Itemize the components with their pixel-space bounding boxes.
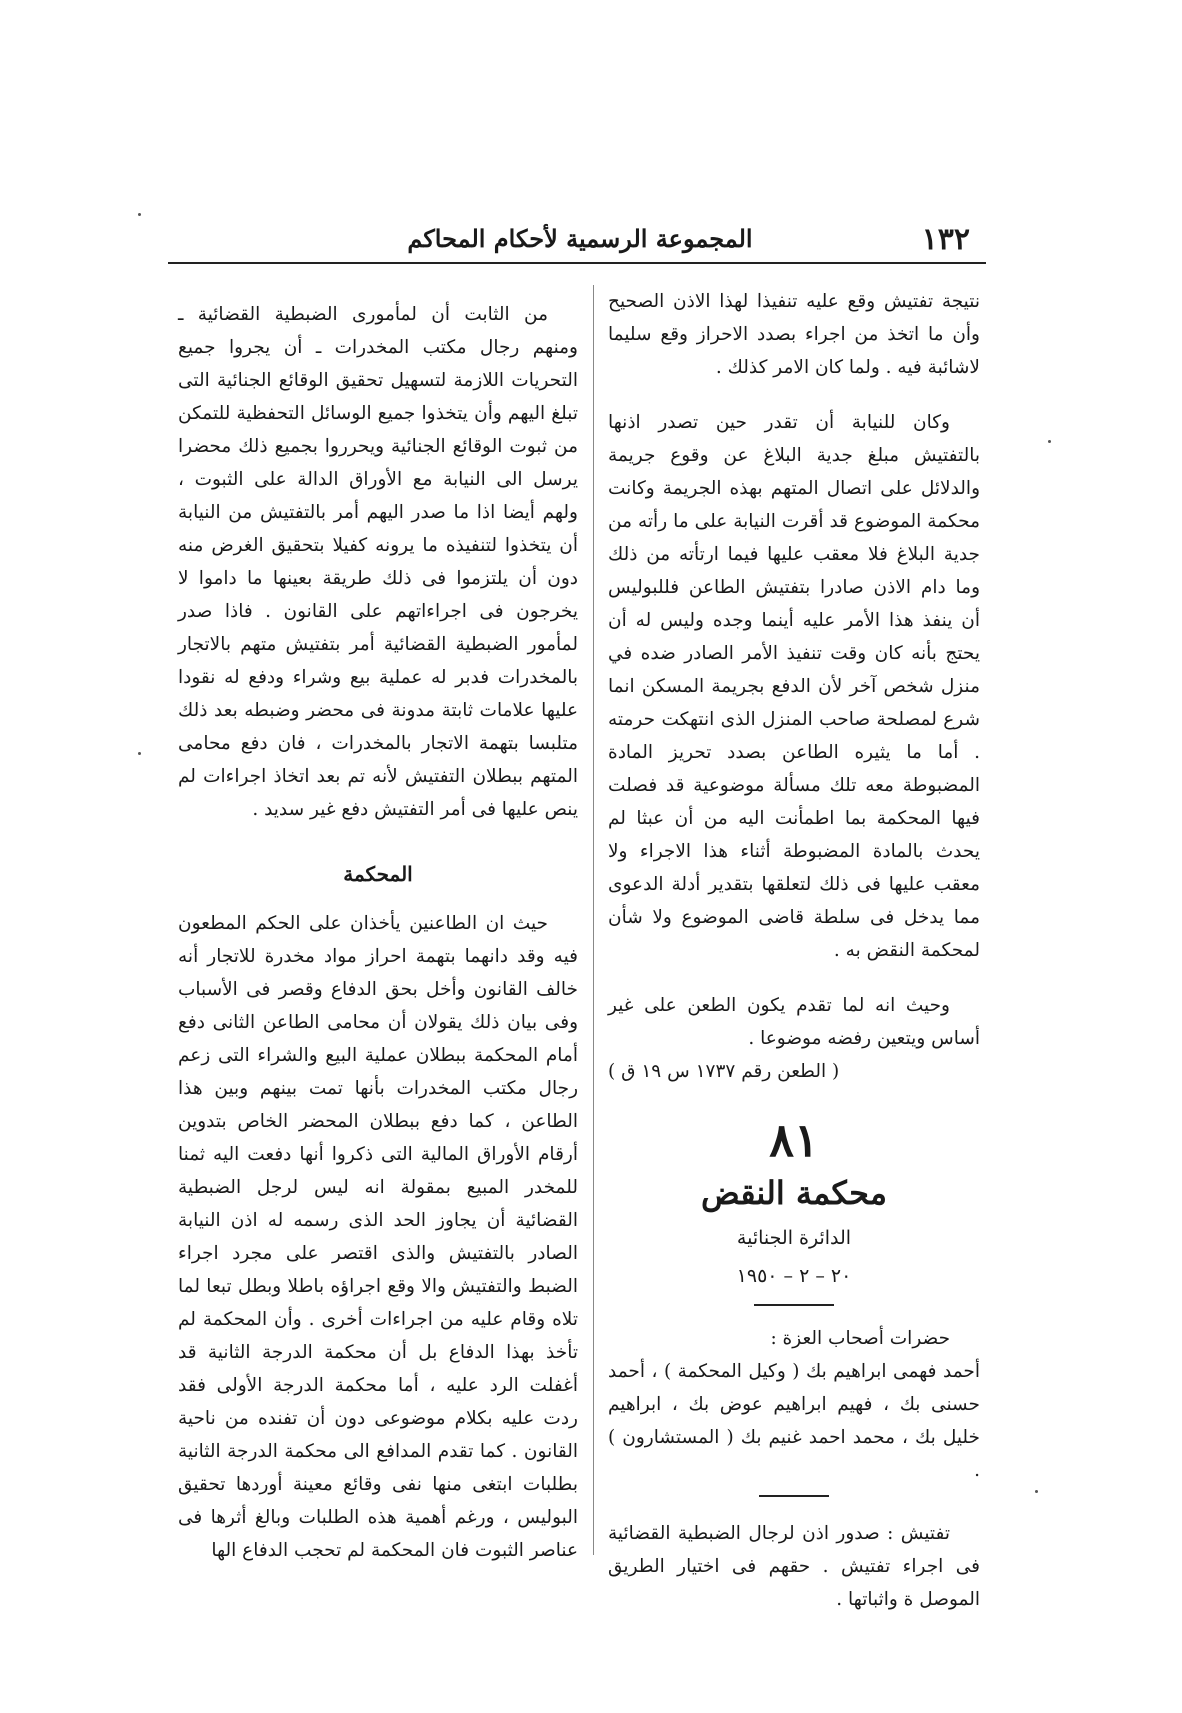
header-rule [168,262,986,264]
scan-speck [138,213,141,216]
column-separator [593,285,594,1555]
page-number: ١٣٢ [921,222,970,257]
page-header [170,222,990,266]
scan-speck [138,752,141,755]
right-paragraph-3: وحيث انه لما تقدم يكون الطعن على غير أساس ويتعين رفضه موضوعا . [608,995,980,1049]
judges-list: أحمد فهمى ابراهيم بك ( وكيل المحكمة ) ، أحمد حسنى بك ، فهيم ابراهيم عوض بك ، ابراهيم خليل بك ، محمد احمد غنيم بك ( المستشارون ) . [608,1361,980,1481]
left-paragraph-2: حيث ان الطاعنين يأخذان على الحكم المطعون فيه وقد دانهما بتهمة احراز مواد مخدرة للاتجار أنه خالف القانون وأخل بحق الدفاع وقصر فى الأسباب وفى بيان ذلك يقولان أن محامى الطاعن الثانى دفع أمام المحكمة ببطلان عملية البيع والشراء التى زعم رجال مكتب المخدرات بأنها تمت بينهم وبين هذا الطاعن ، كما دفع ببطلان المحضر الخاص بتدوين أرقام الأوراق المالية التى ذكروا أنها دفعت اليه ثمنا للمخدر المبيع بمقولة انه ليس لرجل الضبطية القضائية أن يجاوز الحد الذى رسمه له اذن النيابة الصادر بالتفتيش والذى اقتصر على مجرد اجراء الضبط والتفتيش والا وقع اجراؤه باطلا وبطل تبعا لما تلاه وقام عليه من اجراءات أخرى . وأن المحكمة لم تأخذ بهذا الدفاع بل أن محكمة الدرجة الثانية قد أغفلت الرد عليه ، أما محكمة الدرجة الأولى فقد ردت عليه بكلام موضوعى دون أن تفنده من ناحية القانون . كما تقدم المدافع الى محكمة الدرجة الثانية بطلبات ابتغى منها نفى وقائع معينة أوردها تحقيق البوليس ، ورغم أهمية هذه الطلبات وبالغ أثرها فى عناصر الثبوت فان المحكمة لم تحجب الدفاع الها [178,913,578,1561]
running-title: المجموعة الرسمية لأحكام المحاكم [407,224,753,253]
right-paragraph-1: نتيجة تفتيش وقع عليه تنفيذا لهذا الاذن الصحيح وأن ما اتخذ من اجراء بصدد الاحراز وقع سليما لاشائبة فيه . ولما كان الامر كذلك . [608,291,980,378]
left-column [178,298,578,1567]
court-name: محكمة النقض [701,1174,887,1212]
right-column [608,285,980,1616]
divider [754,1304,834,1306]
divider [759,1495,829,1497]
case-reference: ( الطعن رقم ١٧٣٧ س ١٩ ق ) [608,1061,840,1082]
scan-speck [1048,440,1051,443]
judges-heading: حضرات أصحاب العزة : [770,1328,950,1349]
right-paragraph-2: وكان للنيابة أن تقدر حين تصدر اذنها بالتفتيش مبلغ جدية البلاغ عن وقوع جريمة والدلائل على اتصال المتهم بهذه الجريمة وكانت محكمة الموضوع قد أقرت النيابة على ما رأته من جدية البلاغ فلا معقب عليها فيما ارتأته من ذلك وما دام الاذن صادرا بتفتيش الطاعن فللبوليس أن ينفذ هذا الأمر عليه أينما وجده وليس له أن يحتج بأنه كان وقت تنفيذ الأمر الصادر ضده في منزل شخص آخر لأن الدفع بجريمة المسكن انما شرع لمصلحة صاحب المنزل الذى انتهكت حرمته . أما ما يثيره الطاعن بصدد تحريز المادة المضبوطة معه تلك مسألة موضوعية قد فصلت فيها المحكمة بما اطمأنت اليه من أن عبثا لم يحدث بالمادة المضبوطة أثناء هذا الاجراء ولا معقب عليها فى ذلك لتعلقها بتقدير أدلة الدعوى مما يدخل فى سلطة قاضى الموضوع ولا شأن لمحكمة النقض به . [608,412,980,961]
court-circuit: الدائرة الجنائية [736,1227,852,1249]
scan-speck [1035,1490,1038,1493]
case-number: ٨١ [769,1113,819,1167]
left-paragraph-1: من الثابت أن لمأمورى الضبطية القضائية ـ ومنهم رجال مكتب المخدرات ـ أن يجروا جميع التحريات اللازمة لتسهيل تحقيق الوقائع الجنائية التى تبلغ اليهم وأن يتخذوا جميع الوسائل التحفظية للتمكن من ثبوت الوقائع الجنائية ويحرروا بجميع ذلك محضرا يرسل الى النيابة مع الأوراق الدالة على الثبوت ، ولهم أيضا اذا ما صدر اليهم أمر بالتفتيش من النيابة أن يتخذوا لتنفيذه ما يرونه كفيلا بتحقيق الغرض منه دون أن يلتزموا فى ذلك طريقة بعينها ما داموا لا يخرجون فى اجراءاتهم على القانون . فاذا صدر لمأمور الضبطية القضائية أمر بتفتيش متهم بالاتجار بالمخدرات فدبر له عملية بيع وشراء ودفع له نقودا عليها علامات ثابتة مدونة فى محضر وضبطه بعد ذلك متلبسا بتهمة الاتجار بالمخدرات ، فان دفع محامى المتهم ببطلان التفتيش لأنه تم بعد اتخاذ اجراءات لم ينص عليها فى أمر التفتيش دفع غير سديد . [178,304,578,820]
case-summary: تفتيش : صدور اذن لرجال الضبطية القضائية فى اجراء تفتيش . حقهم فى اختيار الطريق الموصل ة واثباتها . [608,1523,980,1610]
judgment-date: ٢٠ – ٢ – ١٩٥٠ [736,1265,852,1287]
section-title: المحكمة [343,862,413,886]
